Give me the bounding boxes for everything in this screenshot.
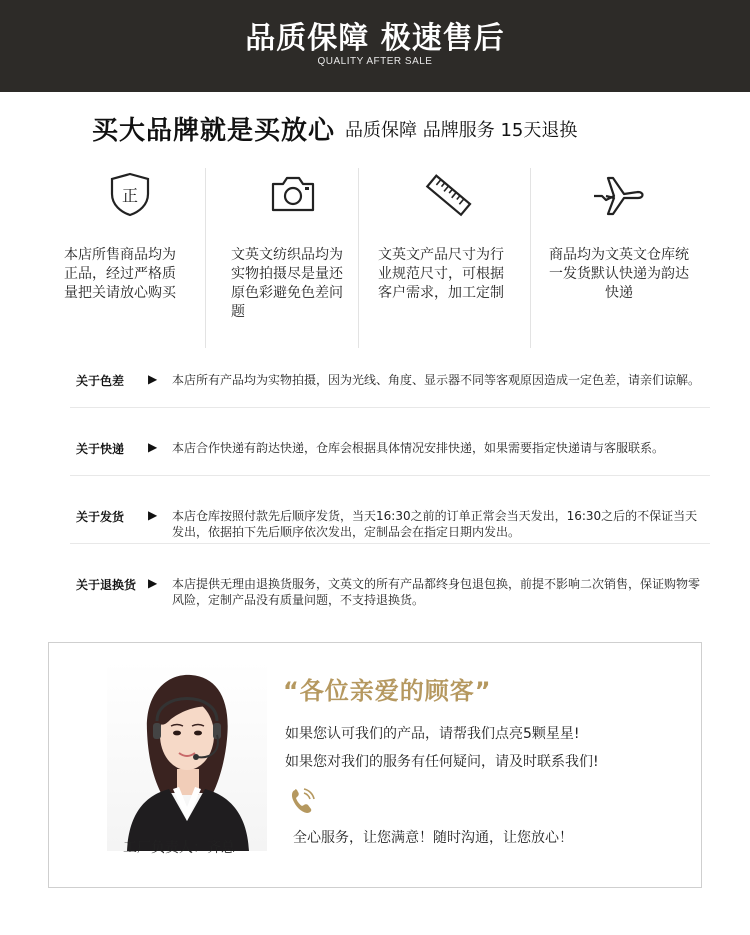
about-delivery [70, 508, 710, 544]
headline-main: 买大品牌就是买放心 [92, 116, 336, 146]
divider [70, 543, 710, 544]
shield-icon [48, 170, 212, 226]
headline-tags: 品质保障 品牌服务 15天退换 [345, 119, 578, 141]
camera-icon [211, 170, 375, 226]
about-express [70, 440, 710, 476]
divider [530, 168, 531, 348]
greeting-title: “各位亲爱的顾客” [283, 677, 492, 705]
svg-text:正: 正 [121, 186, 139, 205]
contact-card [48, 642, 702, 888]
about-text: 本店提供无理由退换货服务，文英文的所有产品都终身包退包换，前提不影响二次销售，保证购物零风险，定制产品没有质量问题，不支持退换货。 [172, 577, 701, 607]
about-label: 关于发货 [76, 510, 125, 524]
feature-size [366, 168, 530, 348]
about-return [70, 576, 710, 612]
divider [70, 407, 710, 408]
feature-authentic [48, 168, 212, 348]
banner-title: 品质保障 极速售后 [245, 21, 505, 56]
divider [70, 475, 710, 476]
feature-text: 文英文纺织品均为实物拍摄尽是量还原色彩避免色差问题 [231, 247, 343, 320]
arrow-icon: ▶ [148, 440, 158, 454]
ruler-icon [366, 170, 530, 226]
header-banner [0, 0, 750, 92]
divider [205, 168, 206, 348]
feature-row [48, 168, 702, 348]
contact-request: 如果您对我们的服务有任何疑问，请及时联系我们! [285, 754, 599, 770]
airplane-icon [536, 170, 700, 226]
headline [92, 110, 732, 150]
service-slogan: 全心服务，让您满意！随时沟通，让您放心！ [293, 830, 573, 846]
about-label: 关于快递 [76, 442, 125, 456]
feature-photo [211, 168, 375, 348]
rating-request: 如果您认可我们的产品，请帮我们点亮5颗星星! [285, 726, 580, 742]
about-text: 本店仓库按照付款先后顺序发货，当天16:30之前的订单正常会当天发出，16:30之后的不保证当天发出，依据拍下先后顺序依次发出，定制品会在指定日期内发出。 [172, 509, 698, 539]
customer-service-avatar [107, 661, 267, 851]
feature-text: 文英文产品尺寸为行业规范尺寸，可根据客户需求，加工定制 [378, 247, 504, 301]
about-label: 关于色差 [76, 374, 125, 388]
manager-label: 工厂负责人：齐总 [123, 840, 235, 856]
about-text: 本店所有产品均为实物拍摄，因为光线、角度、显示器不同等客观原因造成一定色差，请亲们谅解。 [172, 373, 701, 387]
banner-subtitle: QUALITY AFTER SALE [317, 56, 433, 67]
feature-text: 商品均为文英文仓库统一发货默认快递为韵达快递 [549, 247, 689, 301]
about-color [70, 372, 710, 408]
about-label: 关于退换货 [76, 578, 137, 592]
phone-icon[interactable] [289, 787, 315, 819]
arrow-icon: ▶ [148, 372, 158, 386]
divider [358, 168, 359, 348]
feature-text: 本店所售商品均为正品，经过严格质量把关请放心购买 [64, 247, 176, 301]
about-text: 本店合作快递有韵达快递，仓库会根据具体情况安排快递，如果需要指定快递请与客服联系。 [172, 441, 665, 455]
arrow-icon: ▶ [148, 576, 158, 590]
arrow-icon: ▶ [148, 508, 158, 522]
feature-shipping [536, 168, 700, 348]
